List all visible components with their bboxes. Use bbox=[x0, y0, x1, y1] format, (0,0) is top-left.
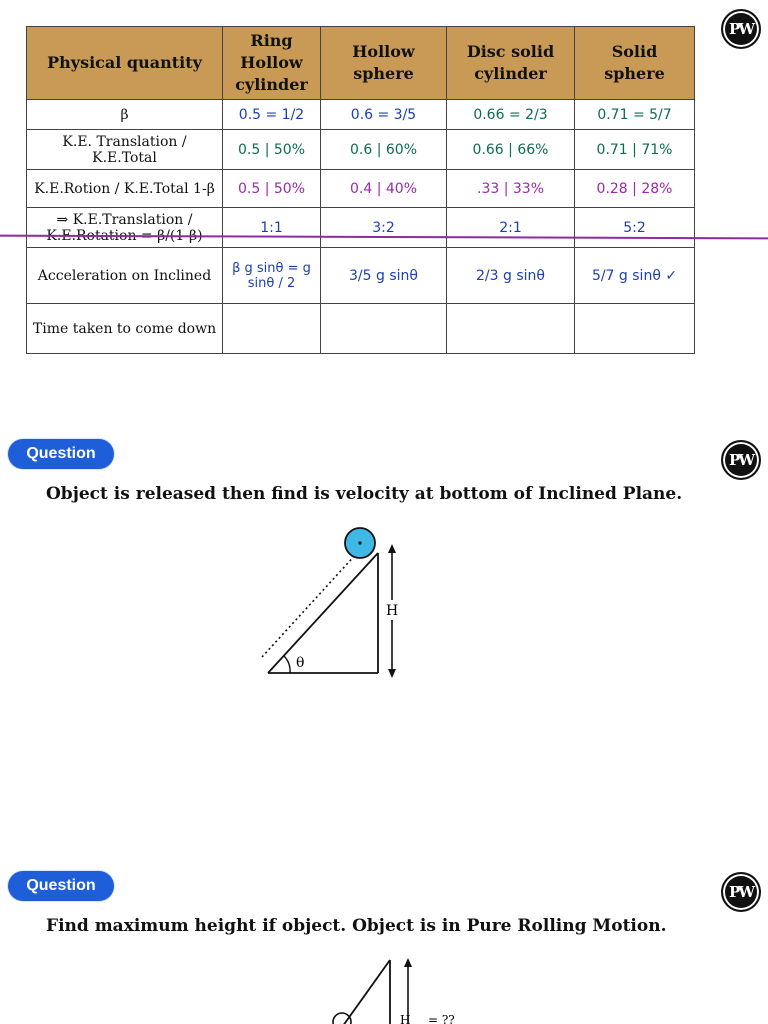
incline-diagram bbox=[250, 520, 420, 685]
table-cell: 2/3 g sinθ bbox=[447, 248, 575, 304]
table-row bbox=[27, 170, 695, 208]
table-cell: 1:1 bbox=[223, 208, 321, 248]
question-text: Find maximum height if object. Object is in Pure Rolling Motion. bbox=[46, 916, 667, 936]
height-value: = ?? bbox=[428, 1013, 455, 1024]
header-physical-quantity: Physical quantity bbox=[27, 27, 223, 100]
height-label: H bbox=[400, 1013, 411, 1024]
pw-logo: PW bbox=[721, 440, 761, 480]
pw-logo: PW bbox=[721, 872, 761, 912]
height-arrow-head-top bbox=[388, 544, 396, 553]
height-arrow-head-bottom bbox=[388, 669, 396, 678]
table-row bbox=[27, 304, 695, 354]
question-text: Object is released then find is velocity at bottom of Inclined Plane. bbox=[46, 484, 683, 504]
table-cell: 0.6 | 60% bbox=[321, 130, 447, 170]
table-cell: 5/7 g sinθ ✓ bbox=[575, 248, 695, 304]
question-badge: Question bbox=[8, 439, 114, 469]
physics-table bbox=[26, 26, 694, 354]
table-cell: 0.5 = 1/2 bbox=[223, 100, 321, 130]
table-cell: 0.71 | 71% bbox=[575, 130, 695, 170]
table-cell bbox=[321, 304, 447, 354]
table-cell: 0.5 | 50% bbox=[223, 170, 321, 208]
table-row bbox=[27, 208, 695, 248]
table-cell: 0.6 = 3/5 bbox=[321, 100, 447, 130]
table-row bbox=[27, 130, 695, 170]
table-cell: 0.4 | 40% bbox=[321, 170, 447, 208]
table-row bbox=[27, 248, 695, 304]
row-label: Acceleration on Inclined bbox=[27, 248, 223, 304]
angle-arc bbox=[284, 656, 290, 673]
table-cell: 5:2 bbox=[575, 208, 695, 248]
height-label: H bbox=[386, 603, 399, 619]
row-label: ⇒ K.E.Translation / K.E.Rotation = β/(1-β) bbox=[27, 208, 223, 248]
dotted-guide-line bbox=[262, 552, 358, 657]
height-arrow-head-top bbox=[404, 958, 412, 967]
ball-center-dot bbox=[358, 541, 361, 544]
table-cell bbox=[223, 304, 321, 354]
header-hollow-sphere: Hollow sphere bbox=[321, 27, 447, 100]
table-cell: 0.5 | 50% bbox=[223, 130, 321, 170]
table-cell: β g sinθ = g sinθ / 2 bbox=[223, 248, 321, 304]
row-label: Time taken to come down bbox=[27, 304, 223, 354]
table-header-row bbox=[27, 27, 695, 100]
header-ring: Ring Hollow cylinder bbox=[223, 27, 321, 100]
table-cell: 0.71 = 5/7 bbox=[575, 100, 695, 130]
incline-diagram-2 bbox=[320, 950, 480, 1024]
row-label: K.E.Rotion / K.E.Total 1-β bbox=[27, 170, 223, 208]
angle-label: θ bbox=[296, 655, 305, 671]
table-cell: 0.28 | 28% bbox=[575, 170, 695, 208]
incline-slope bbox=[268, 553, 378, 673]
header-disc: Disc solid cylinder bbox=[447, 27, 575, 100]
table-cell: 3/5 g sinθ bbox=[321, 248, 447, 304]
table-cell bbox=[447, 304, 575, 354]
table-cell bbox=[575, 304, 695, 354]
pw-logo: PW bbox=[721, 9, 761, 49]
table-cell: 0.66 | 66% bbox=[447, 130, 575, 170]
table-cell: .33 | 33% bbox=[447, 170, 575, 208]
table-cell: 2:1 bbox=[447, 208, 575, 248]
table-cell: 0.66 = 2/3 bbox=[447, 100, 575, 130]
question-badge: Question bbox=[8, 871, 114, 901]
header-solid-sphere: Solid sphere bbox=[575, 27, 695, 100]
row-label: K.E. Translation / K.E.Total bbox=[27, 130, 223, 170]
row-label: β bbox=[27, 100, 223, 130]
table-row bbox=[27, 100, 695, 130]
table-cell: 3:2 bbox=[321, 208, 447, 248]
